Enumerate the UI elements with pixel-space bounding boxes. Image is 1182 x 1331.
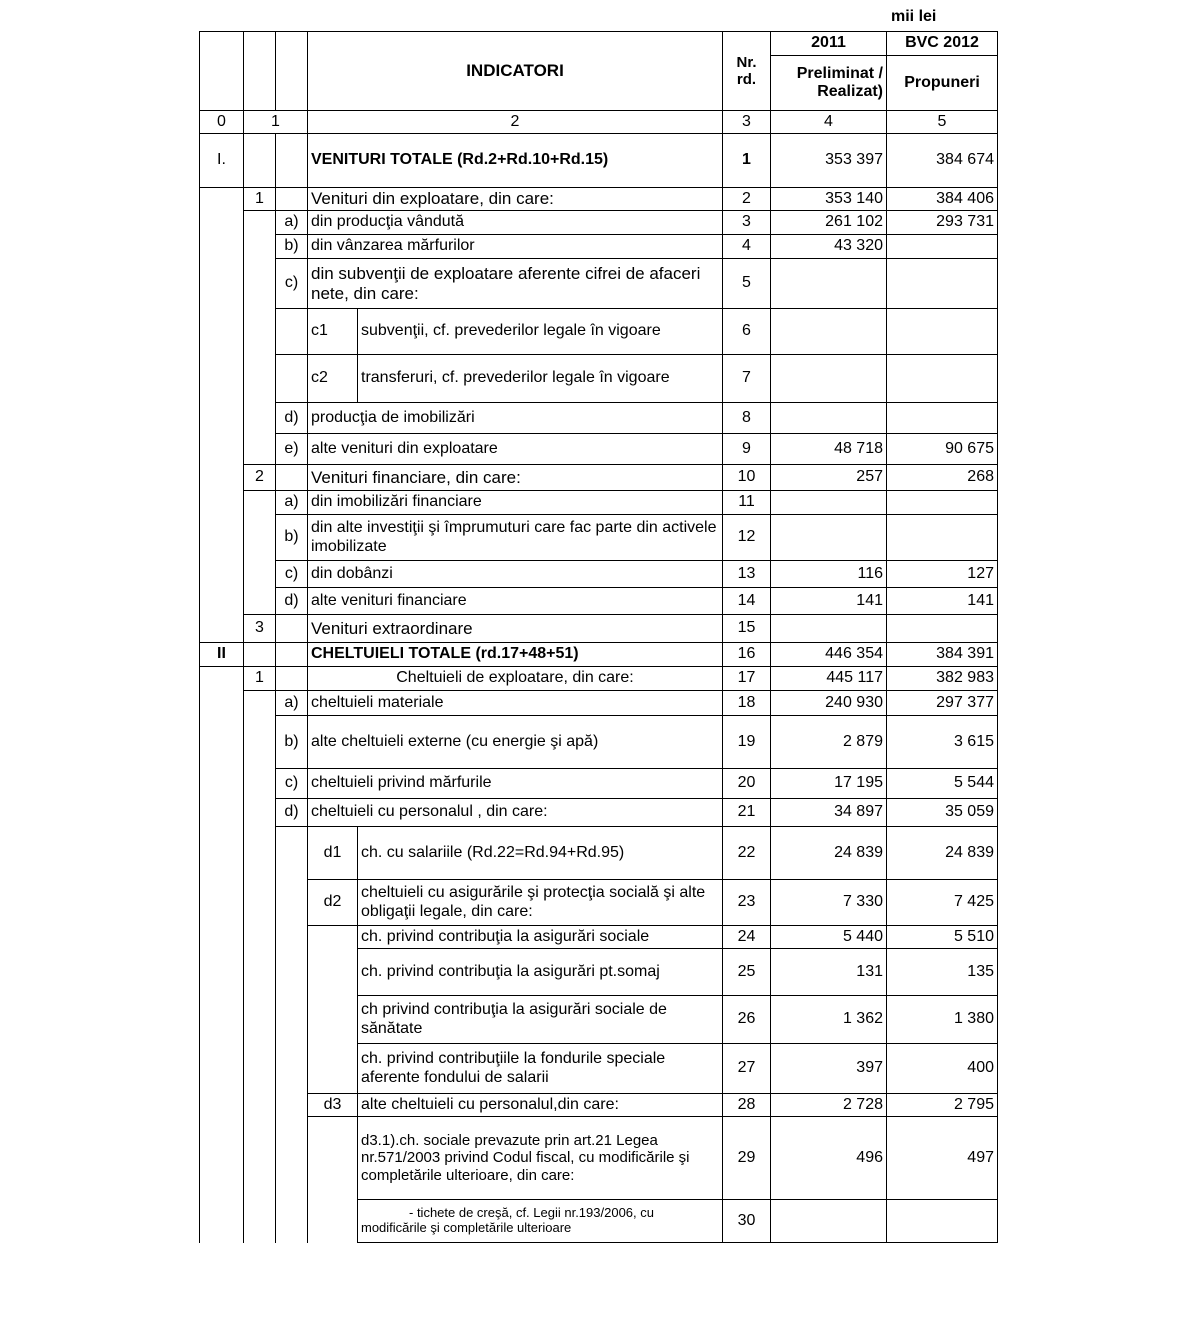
value-2011 <box>771 355 887 403</box>
row-nr: 10 <box>723 465 771 491</box>
row-letter: a) <box>276 211 308 235</box>
value-2011: 17 195 <box>771 769 887 799</box>
row-sub-letter: c1 <box>308 309 358 355</box>
value-2011: 5 440 <box>771 926 887 949</box>
row-letter: a) <box>276 691 308 716</box>
row-nr: 20 <box>723 769 771 799</box>
row-nr: 28 <box>723 1094 771 1117</box>
row-nr: 2 <box>723 188 771 211</box>
value-2011: 1 362 <box>771 996 887 1044</box>
row-letter: a) <box>276 491 308 515</box>
cell-letter <box>276 134 308 188</box>
cell-sub-span <box>244 211 276 465</box>
cell-letter <box>276 355 308 403</box>
row-nr: 3 <box>723 211 771 235</box>
value-2012: 497 <box>887 1117 998 1200</box>
value-2012: 24 839 <box>887 827 998 880</box>
value-2012: 90 675 <box>887 434 998 465</box>
row-sub-number: 2 <box>244 465 276 491</box>
row-label: din dobânzi <box>308 561 723 588</box>
row-letter: d) <box>276 403 308 434</box>
value-2012: 384 406 <box>887 188 998 211</box>
header-bvc-2012: BVC 2012 <box>887 32 998 56</box>
value-2011: 445 117 <box>771 667 887 691</box>
row-nr: 5 <box>723 259 771 309</box>
row-nr: 6 <box>723 309 771 355</box>
cell-sub-span <box>244 691 276 1243</box>
row-nr: 18 <box>723 691 771 716</box>
value-2012: 384 391 <box>887 643 998 667</box>
table-row <box>200 691 998 716</box>
table-row <box>200 134 998 188</box>
row-letter: e) <box>276 434 308 465</box>
row-label: alte cheltuieli cu personalul,din care: <box>358 1094 723 1117</box>
table-row <box>200 259 998 309</box>
table-row <box>200 667 998 691</box>
row-letter: c) <box>276 769 308 799</box>
cell-letter <box>276 615 308 643</box>
cell-letter <box>276 188 308 211</box>
value-2012 <box>887 259 998 309</box>
table-row <box>200 491 998 515</box>
value-2011 <box>771 403 887 434</box>
row-letter: b) <box>276 235 308 259</box>
row-sub-letter: d3 <box>308 1094 358 1117</box>
value-2012 <box>887 491 998 515</box>
row-letter: d) <box>276 799 308 827</box>
col-index-2: 2 <box>308 111 723 134</box>
col-index-3: 3 <box>723 111 771 134</box>
row-nr: 24 <box>723 926 771 949</box>
row-nr: 25 <box>723 949 771 996</box>
value-2012 <box>887 309 998 355</box>
row-letter: b) <box>276 515 308 561</box>
cell-letter <box>276 643 308 667</box>
cell-roman-span <box>200 188 244 643</box>
value-2011 <box>771 259 887 309</box>
header-preliminat: Preliminat / Realizat) <box>771 56 887 111</box>
row-nr: 9 <box>723 434 771 465</box>
section-roman: II <box>200 643 244 667</box>
table-row <box>200 716 998 769</box>
header-col2 <box>276 32 308 111</box>
value-2012 <box>887 515 998 561</box>
value-2012 <box>887 355 998 403</box>
value-2012: 2 795 <box>887 1094 998 1117</box>
table-row <box>200 588 998 615</box>
row-nr: 1 <box>723 134 771 188</box>
row-nr: 4 <box>723 235 771 259</box>
value-2011: 116 <box>771 561 887 588</box>
header-col0 <box>200 32 244 111</box>
value-2011: 353 140 <box>771 188 887 211</box>
value-2011: 397 <box>771 1044 887 1094</box>
row-label: alte cheltuieli externe (cu energie şi apă) <box>308 716 723 769</box>
col-index-5: 5 <box>887 111 998 134</box>
value-2012: 127 <box>887 561 998 588</box>
table-row <box>200 827 998 880</box>
row-label: transferuri, cf. prevederilor legale în vigoare <box>358 355 723 403</box>
cell-letter <box>276 667 308 691</box>
value-2011: 2 879 <box>771 716 887 769</box>
cell-sub <box>244 134 276 188</box>
col-index-0: 0 <box>200 111 244 134</box>
value-2011 <box>771 1200 887 1243</box>
col-index-4: 4 <box>771 111 887 134</box>
value-2011: 240 930 <box>771 691 887 716</box>
value-2012: 3 615 <box>887 716 998 769</box>
value-2012: 268 <box>887 465 998 491</box>
row-nr: 19 <box>723 716 771 769</box>
table-row <box>200 799 998 827</box>
row-nr: 29 <box>723 1117 771 1200</box>
header-col1 <box>244 32 276 111</box>
table-row <box>200 434 998 465</box>
row-nr: 12 <box>723 515 771 561</box>
value-2012: 135 <box>887 949 998 996</box>
value-2011: 7 330 <box>771 880 887 926</box>
row-nr: 23 <box>723 880 771 926</box>
cell-sub-letter-span <box>308 926 358 1094</box>
row-label: Venituri financiare, din care: <box>308 465 723 491</box>
row-sub-letter: c2 <box>308 355 358 403</box>
row-nr: 27 <box>723 1044 771 1094</box>
row-nr: 8 <box>723 403 771 434</box>
row-sub-letter: d2 <box>308 880 358 926</box>
value-2011: 141 <box>771 588 887 615</box>
row-nr: 30 <box>723 1200 771 1243</box>
header-indicatori: INDICATORI <box>308 32 723 111</box>
row-nr: 15 <box>723 615 771 643</box>
row-nr: 14 <box>723 588 771 615</box>
value-2012 <box>887 235 998 259</box>
row-label: VENITURI TOTALE (Rd.2+Rd.10+Rd.15) <box>308 134 723 188</box>
value-2011: 34 897 <box>771 799 887 827</box>
value-2012: 5 544 <box>887 769 998 799</box>
value-2012: 297 377 <box>887 691 998 716</box>
row-label: Cheltuieli de exploatare, din care: <box>308 667 723 691</box>
row-letter: c) <box>276 561 308 588</box>
table-row <box>200 309 998 355</box>
row-nr: 7 <box>723 355 771 403</box>
row-nr: 17 <box>723 667 771 691</box>
budget-table <box>199 31 998 1243</box>
row-label: din imobilizări financiare <box>308 491 723 515</box>
row-nr: 22 <box>723 827 771 880</box>
cell-sub-letter-span <box>308 1117 358 1243</box>
row-letter: d) <box>276 588 308 615</box>
value-2012: 7 425 <box>887 880 998 926</box>
value-2011: 496 <box>771 1117 887 1200</box>
cell-sub-span <box>244 491 276 615</box>
table-row <box>200 211 998 235</box>
value-2011: 24 839 <box>771 827 887 880</box>
row-label: alte venituri din exploatare <box>308 434 723 465</box>
row-label: cheltuieli materiale <box>308 691 723 716</box>
value-2011: 261 102 <box>771 211 887 235</box>
row-label: - tichete de creşă, cf. Legii nr.193/2006, cu modificările şi completările ulterioare <box>358 1200 723 1243</box>
table-row <box>200 403 998 434</box>
row-label: producţia de imobilizări <box>308 403 723 434</box>
row-label: Venituri extraordinare <box>308 615 723 643</box>
row-nr: 16 <box>723 643 771 667</box>
value-2012: 384 674 <box>887 134 998 188</box>
value-2011: 257 <box>771 465 887 491</box>
cell-letter-span <box>276 827 308 1243</box>
table-row <box>200 235 998 259</box>
row-label: ch. cu salariile (Rd.22=Rd.94+Rd.95) <box>358 827 723 880</box>
row-label: ch. privind contribuţia la asigurări sociale <box>358 926 723 949</box>
cell-sub <box>244 643 276 667</box>
value-2011: 353 397 <box>771 134 887 188</box>
table-row <box>200 515 998 561</box>
row-label: alte venituri financiare <box>308 588 723 615</box>
table-row <box>200 561 998 588</box>
value-2012: 382 983 <box>887 667 998 691</box>
value-2011: 48 718 <box>771 434 887 465</box>
value-2011 <box>771 491 887 515</box>
row-label: subvenţii, cf. prevederilor legale în vigoare <box>358 309 723 355</box>
row-label: din vânzarea mărfurilor <box>308 235 723 259</box>
table-row <box>200 355 998 403</box>
value-2011: 2 728 <box>771 1094 887 1117</box>
row-label: cheltuieli privind mărfurile <box>308 769 723 799</box>
value-2012: 293 731 <box>887 211 998 235</box>
row-label: din alte investiţii şi împrumuturi care fac parte din activele imobilizate <box>308 515 723 561</box>
table-row <box>200 1094 998 1117</box>
row-nr: 11 <box>723 491 771 515</box>
table-row <box>200 769 998 799</box>
value-2012 <box>887 1200 998 1243</box>
table-row <box>200 880 998 926</box>
row-label: cheltuieli cu asigurările şi protecţia socială şi alte obligaţii legale, din care: <box>358 880 723 926</box>
table-row <box>200 615 998 643</box>
row-sub-number: 1 <box>244 188 276 211</box>
value-2012: 141 <box>887 588 998 615</box>
row-label: Venituri din exploatare, din care: <box>308 188 723 211</box>
value-2012: 35 059 <box>887 799 998 827</box>
value-2012: 1 380 <box>887 996 998 1044</box>
row-label: ch. privind contribuţiile la fondurile speciale aferente fondului de salarii <box>358 1044 723 1094</box>
row-label: ch privind contribuţia la asigurări sociale de sănătate <box>358 996 723 1044</box>
table-row <box>200 465 998 491</box>
value-2011: 131 <box>771 949 887 996</box>
header-propuneri: Propuneri <box>887 56 998 111</box>
header-year-2011: 2011 <box>771 32 887 56</box>
value-2011: 43 320 <box>771 235 887 259</box>
row-label: cheltuieli cu personalul , din care: <box>308 799 723 827</box>
row-nr: 21 <box>723 799 771 827</box>
table-row <box>200 926 998 949</box>
value-2011: 446 354 <box>771 643 887 667</box>
row-sub-letter: d1 <box>308 827 358 880</box>
value-2011 <box>771 515 887 561</box>
row-label: CHELTUIELI TOTALE (rd.17+48+51) <box>308 643 723 667</box>
row-label: din producţia vândută <box>308 211 723 235</box>
value-2011 <box>771 309 887 355</box>
row-sub-number: 3 <box>244 615 276 643</box>
row-letter: b) <box>276 716 308 769</box>
row-nr: 13 <box>723 561 771 588</box>
section-roman: I. <box>200 134 244 188</box>
row-label: din subvenţii de exploatare aferente cifrei de afaceri nete, din care: <box>308 259 723 309</box>
row-sub-number: 1 <box>244 667 276 691</box>
row-letter: c) <box>276 259 308 309</box>
table-row <box>200 188 998 211</box>
header-nr-rd: Nr. rd. <box>723 32 771 111</box>
value-2012 <box>887 615 998 643</box>
row-nr: 26 <box>723 996 771 1044</box>
col-index-1: 1 <box>244 111 308 134</box>
unit-label: mii lei <box>891 8 937 25</box>
cell-letter <box>276 309 308 355</box>
value-2012: 5 510 <box>887 926 998 949</box>
value-2012 <box>887 403 998 434</box>
table-row <box>200 1117 998 1200</box>
row-label: ch. privind contribuţia la asigurări pt.somaj <box>358 949 723 996</box>
table-row <box>200 643 998 667</box>
cell-roman-span <box>200 667 244 1243</box>
row-label: d3.1).ch. sociale prevazute prin art.21 Legea nr.571/2003 privind Codul fiscal, cu modificările şi completările ulterioare, din care: <box>358 1117 723 1200</box>
value-2011 <box>771 615 887 643</box>
value-2012: 400 <box>887 1044 998 1094</box>
cell-letter <box>276 465 308 491</box>
